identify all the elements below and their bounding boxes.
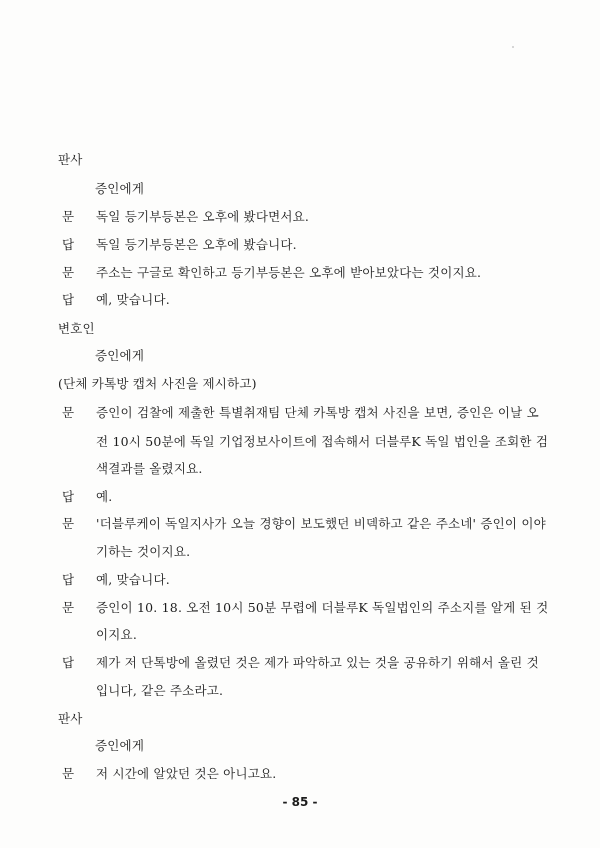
question-text-line: 기하는 것이지요. xyxy=(96,544,191,559)
answer-text: 독일 등기부등본은 오후에 봤습니다. xyxy=(96,237,297,252)
question-text-line: 증인이 검찰에 제출한 특별취재팀 단체 카톡방 캡처 사진을 보면, 증인은 이날 오 xyxy=(96,405,539,420)
addressee-label: 증인에게 xyxy=(95,738,145,753)
question-mark: 문 xyxy=(62,600,75,615)
question-text-line: 전 10시 50분에 독일 기업정보사이트에 접속해서 더블루K 독일 법인을 조회한 검 xyxy=(96,434,549,449)
scan-speck xyxy=(512,46,514,48)
answer-mark: 답 xyxy=(62,292,75,307)
answer-text: 예, 맞습니다. xyxy=(96,292,170,307)
addressee-label: 증인에게 xyxy=(95,181,145,196)
question-mark: 문 xyxy=(62,405,75,420)
addressee-label: 증인에게 xyxy=(95,348,145,363)
question-mark: 문 xyxy=(62,766,75,781)
question-text: 독일 등기부등본은 오후에 봤다면서요. xyxy=(96,209,310,224)
question-mark: 문 xyxy=(62,265,75,280)
answer-mark: 답 xyxy=(62,489,75,504)
answer-text-line: 제가 저 단톡방에 올렸던 것은 제가 파악하고 있는 것을 공유하기 위해서 올린 것 xyxy=(96,655,539,670)
answer-text: 예. xyxy=(96,489,113,504)
question-text-line: 증인이 10. 18. 오전 10시 50분 무렵에 더블루K 독일법인의 주소지를 알게 된 것 xyxy=(96,600,549,615)
question-text-line: 이지요. xyxy=(96,627,137,642)
question-mark: 문 xyxy=(62,209,75,224)
exhibit-note: (단체 카톡방 캡처 사진을 제시하고) xyxy=(58,376,257,391)
question-text-line: 색결과를 올렸지요. xyxy=(96,461,203,476)
question-mark: 문 xyxy=(62,516,75,531)
answer-mark: 답 xyxy=(62,572,75,587)
speaker-label: 판사 xyxy=(58,152,83,167)
answer-text: 예, 맞습니다. xyxy=(96,572,170,587)
question-text: 주소는 구글로 확인하고 등기부등본은 오후에 받아보았다는 것이지요. xyxy=(96,265,482,280)
speaker-label: 변호인 xyxy=(58,321,95,336)
answer-mark: 답 xyxy=(62,237,75,252)
answer-mark: 답 xyxy=(62,655,75,670)
speaker-label: 판사 xyxy=(58,711,83,726)
question-text-line: '더블루케이 독일지사가 오늘 경향이 보도했던 비덱하고 같은 주소네' 증인이 이야 xyxy=(96,516,546,531)
question-text: 저 시간에 알았던 것은 아니고요. xyxy=(96,766,277,781)
answer-text-line: 입니다, 같은 주소라고. xyxy=(96,683,224,698)
page-number: - 85 - xyxy=(282,795,318,809)
